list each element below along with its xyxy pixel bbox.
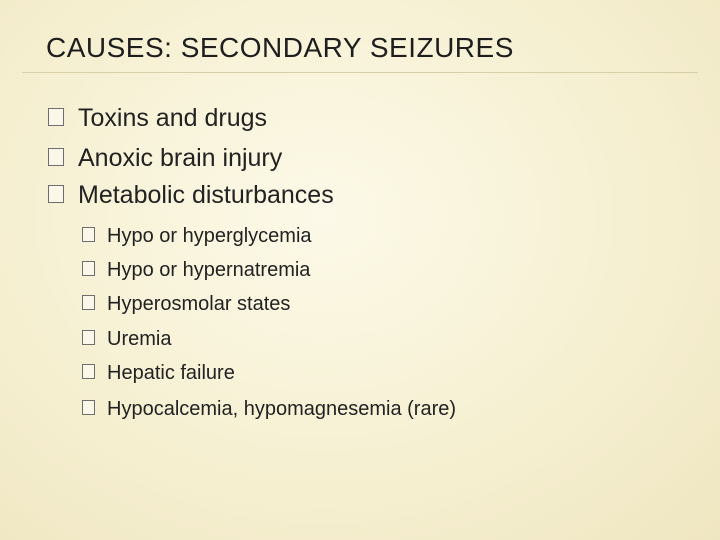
bullet-text: Metabolic disturbances (78, 181, 334, 209)
slide-title: CAUSES: SECONDARY SEIZURES (46, 32, 514, 63)
sub-bullet-text: Uremia (107, 328, 172, 350)
sub-bullet-text: Hypo or hyperglycemia (107, 225, 312, 247)
title-divider (22, 72, 698, 73)
sub-bullet-item (82, 219, 312, 253)
checkbox-bullet-icon (82, 400, 95, 415)
bullet-text: Toxins and drugs (78, 104, 268, 132)
checkbox-bullet-icon (48, 185, 64, 203)
sub-bullet-text: Hepatic failure (107, 362, 235, 384)
sub-bullet-item (82, 253, 310, 287)
sub-bullet-item (82, 392, 456, 426)
checkbox-bullet-icon (82, 295, 95, 310)
bullet-text: Anoxic brain injury (78, 144, 283, 172)
checkbox-bullet-icon (82, 227, 95, 242)
sub-bullet-item (82, 356, 235, 390)
bullet-item (48, 177, 334, 213)
sub-bullet-text: Hyperosmolar states (107, 293, 291, 315)
sub-bullet-item (82, 322, 171, 356)
sub-bullet-text: Hypocalcemia, hypomagnesemia (rare) (107, 398, 457, 420)
bullet-item (48, 100, 267, 136)
sub-bullet-text: Hypo or hypernatremia (107, 259, 311, 281)
sub-bullet-item (82, 287, 290, 321)
checkbox-bullet-icon (48, 108, 64, 126)
checkbox-bullet-icon (48, 148, 64, 166)
checkbox-bullet-icon (82, 261, 95, 276)
checkbox-bullet-icon (82, 364, 95, 379)
checkbox-bullet-icon (82, 330, 95, 345)
bullet-item (48, 140, 282, 176)
